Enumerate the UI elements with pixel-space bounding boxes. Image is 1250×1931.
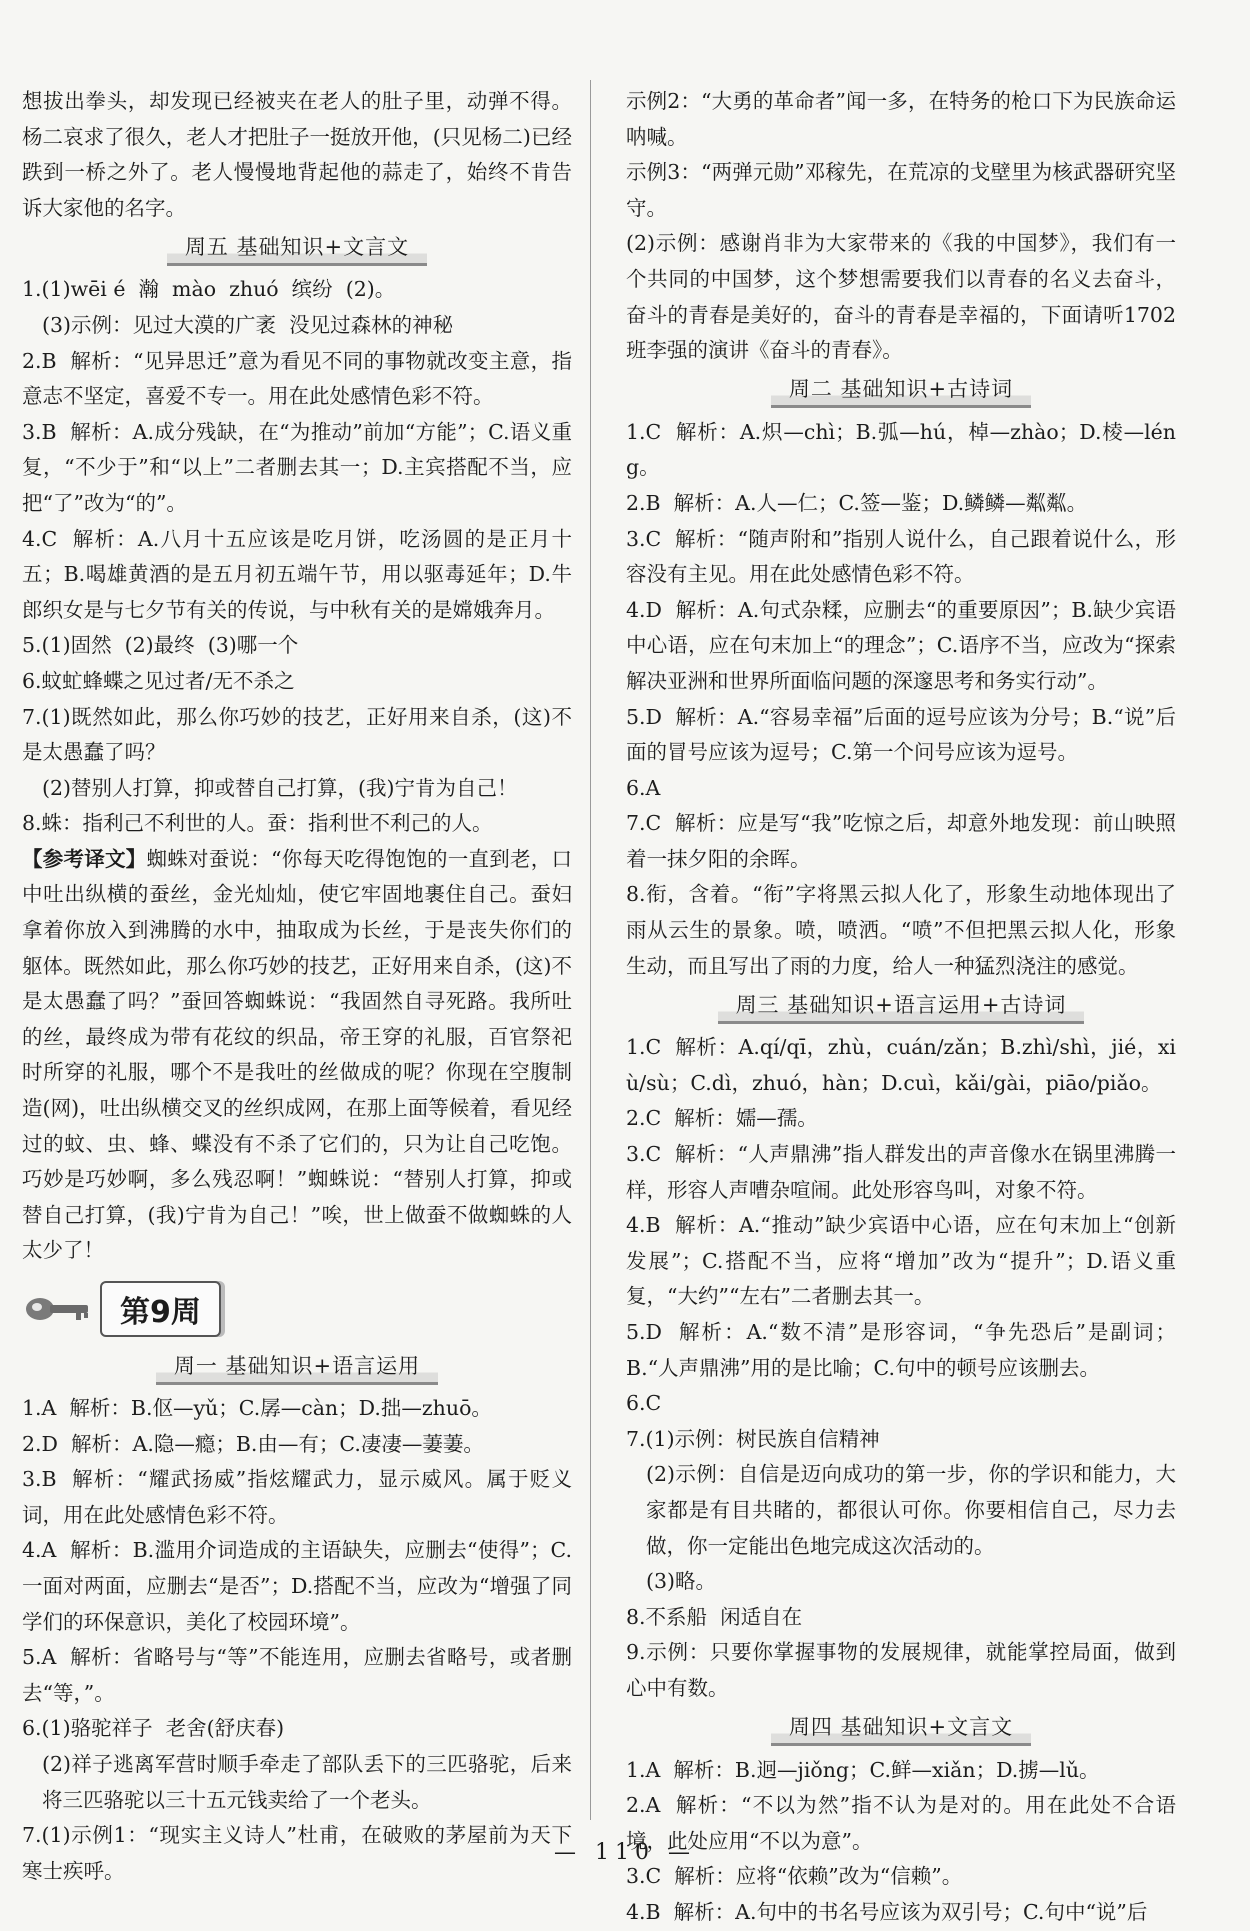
answer-line: 2.B 解析：“见异思迁”意为看见不同的事物就改变主意，指意志不坚定，喜爱不专一。用在此处感情色彩不符。 xyxy=(22,348,572,409)
section-heading xyxy=(22,1347,572,1387)
answer-line: 6.(1)骆驼祥子 老舍(舒庆春) xyxy=(22,1716,285,1741)
answer-line: (3)示例：见过大漠的广袤 没见过森林的神秘 xyxy=(42,312,454,337)
answer-line: 想拔出拳头，却发现已经被夹在老人的肚子里，动弹不得。杨二哀求了很久，老人才把肚子一挺放开他，(只见杨二)已经跌到一桥之外了。老人慢慢地背起他的蒜走了，始终不肯告诉大家他的名字。 xyxy=(22,89,572,220)
column-divider xyxy=(590,80,591,1820)
answer-line: 5.D 解析：A.“容易幸福”后面的逗号应该为分号；B.“说”后面的冒号应该为逗号；C.第一个问号应该为逗号。 xyxy=(626,704,1176,765)
answer-line: 6.A xyxy=(626,775,661,800)
section-heading xyxy=(626,1709,1176,1749)
answer-line: 4.C 解析：A.八月十五应该是吃月饼，吃汤圆的是正月十五；B.喝雄黄酒的是五月初五端午节，用以驱毒延年；D.牛郎织女是与七夕节有关的传说，与中秋有关的是嫦娥奔月。 xyxy=(22,526,572,622)
right-column xyxy=(626,84,1176,1931)
answer-line: 2.D 解析：A.隐—瘾；B.由—有；C.凄凄—萋萋。 xyxy=(22,1431,484,1456)
section-heading-text: 周一 基础知识+语言运用 xyxy=(156,1350,438,1385)
answer-line: 4.B 解析：A.句中的书名号应该为双引号；C.句中“说”后 xyxy=(626,1899,1148,1924)
answer-line: (2)示例：感谢肖非为大家带来的《我的中国梦》，我们有一个共同的中国梦，这个梦想需要我们以青春的名义去奋斗，奋斗的青春是美好的，奋斗的青春是幸福的，下面请听1702班李强的演讲《奋斗的青春》。 xyxy=(626,231,1176,363)
answer-line: 3.B 解析：“耀武扬威”指炫耀武力，显示威风。属于贬义词，用在此处感情色彩不符。 xyxy=(22,1467,572,1527)
answer-line: 1.C 解析：A.炽—chì；B.弧—hú，棹—zhào；D.棱—léng。 xyxy=(626,419,1176,480)
answer-line: 7.(1)示例1：“现实主义诗人”杜甫，在破败的茅屋前为天下寒士疾呼。 xyxy=(22,1823,572,1883)
week-banner xyxy=(22,1277,572,1341)
section-heading-text: 周三 基础知识+语言运用+古诗词 xyxy=(718,989,1085,1024)
answer-line: 4.D 解析：A.句式杂糅，应删去“的重要原因”；B.缺少宾语中心语，应在句末加上“的理念”；C.语序不当，应改为“探索解决亚洲和世界所面临问题的深邃思考和务实行动”。 xyxy=(626,597,1176,693)
section-heading-text: 周五 基础知识+文言文 xyxy=(167,231,427,266)
answer-line: 2.C 解析：嬬—孺。 xyxy=(626,1106,818,1131)
answer-line: 1.A 解析：B.迥—jiǒng；C.鲜—xiǎn；D.掳—lǔ。 xyxy=(626,1757,1100,1782)
section-heading-text: 周二 基础知识+古诗词 xyxy=(771,373,1031,408)
section-heading xyxy=(626,371,1176,411)
section-heading-text: 周四 基础知识+文言文 xyxy=(771,1711,1031,1746)
answer-line: 3.C 解析：“人声鼎沸”指人群发出的声音像水在锅里沸腾一样，形容人声嘈杂喧闹。此处形容鸟叫，对象不符。 xyxy=(626,1142,1176,1202)
answer-line: 示例3：“两弹元勋”邓稼先，在荒凉的戈壁里为核武器研究坚守。 xyxy=(626,160,1176,220)
answer-line: 2.A 解析：“不以为然”指不认为是对的。用在此处不合语境，此处应用“不以为意”。 xyxy=(626,1793,1176,1853)
answer-line: (2)替别人打算，抑或替自己打算，(我)宁肯为自己！ xyxy=(42,775,518,800)
answer-line: 1.(1)wēi é 瀚 mào zhuó 缤纷 (2)。 xyxy=(22,277,396,302)
page-number: — 110 — xyxy=(554,1840,696,1865)
answer-line: 2.B 解析：A.人—仁；C.签—鉴；D.鳞鳞—粼粼。 xyxy=(626,490,1088,515)
answer-line: 4.B 解析：A.“推动”缺少宾语中心语，应在句末加上“创新发展”；C.搭配不当，应将“增加”改为“提升”；D.语义重复，“大约”“左右”二者删去其一。 xyxy=(626,1213,1176,1309)
answer-line: (3)略。 xyxy=(646,1569,717,1594)
answer-line: 示例2：“大勇的革命者”闻一多，在特务的枪口下为民族命运呐喊。 xyxy=(626,89,1176,149)
reference-label: 【参考译文】 xyxy=(22,846,147,871)
answer-line: (2)示例：自信是迈向成功的第一步，你的学识和能力，大家都是有目共睹的，都很认可你。你要相信自己，尽力去做，你一定能出色地完成这次活动的。 xyxy=(646,1462,1176,1558)
answer-line: 3.C 解析：应将“依赖”改为“信赖”。 xyxy=(626,1864,963,1889)
answer-line: 1.A 解析：B.伛—yǔ；C.孱—càn；D.拙—zhuō。 xyxy=(22,1396,492,1420)
week-title: 第9周 xyxy=(100,1281,221,1337)
answer-line: 8.不系船 闲适自在 xyxy=(626,1604,803,1629)
answer-line: 7.(1)示例：树民族自信精神 xyxy=(626,1426,880,1451)
answer-line: 6.蚊虻蜂蝶之见过者/无不杀之 xyxy=(22,668,295,693)
answer-line: 5.(1)固然 (2)最终 (3)哪一个 xyxy=(22,633,299,658)
answer-line: 8.衔，含着。“衔”字将黑云拟人化了，形象生动地体现出了雨从云生的景象。喷，喷洒。“喷”不但把黑云拟人化，形象生动，而且写出了雨的力度，给人一种猛烈浇注的感觉。 xyxy=(626,882,1176,978)
answer-line: 5.D 解析：A.“数不清”是形容词，“争先恐后”是副词；B.“人声鼎沸”用的是比喻；C.句中的顿号应该删去。 xyxy=(626,1320,1176,1380)
answer-line: 4.A 解析：B.滥用介词造成的主语缺失，应删去“使得”；C.一面对两面，应删去“是否”；D.搭配不当，应改为“增强了同学们的环保意识，美化了校园环境”。 xyxy=(22,1538,572,1634)
answer-line: 3.C 解析：“随声附和”指别人说什么，自己跟着说什么，形容没有主见。用在此处感情色彩不符。 xyxy=(626,526,1176,587)
reference-translation xyxy=(22,842,572,1269)
section-heading xyxy=(626,986,1176,1026)
answer-line: (2)祥子逃离军营时顺手牵走了部队丢下的三匹骆驼，后来将三匹骆驼以三十五元钱卖给了一个老头。 xyxy=(42,1751,572,1812)
answer-line: 6.C xyxy=(626,1391,662,1416)
section-heading xyxy=(22,228,572,268)
answer-line: 5.A 解析：省略号与“等”不能连用，应删去省略号，或者删去“等，”。 xyxy=(22,1645,572,1705)
key-icon xyxy=(22,1291,94,1327)
reference-text: 蜘蛛对蚕说：“你每天吃得饱饱的一直到老，口中吐出纵横的蚕丝，金光灿灿，使它牢固地裹住自己。蚕妇拿着你放入到沸腾的水中，抽取成为长丝，于是丧失你们的躯体。既然如此，那么你巧妙的技艺，正好用来自杀，(这)不是太愚蠢了吗？”蚕回答蜘蛛说：“我固然自寻死路。我所吐的丝，最终成为带有花纹的织品，帝王穿的礼服，百官祭祀时所穿的礼服，哪个不是我吐的丝做成的呢？你现在空腹制造(网)，吐出纵横交叉的丝织成网，在那上面等候着，看见经过的蚊、虫、蜂、蝶没有不杀了它们的，只为让自己吃饱。巧妙是巧妙啊，多么残忍啊！”蜘蛛说：“替别人打算，抑或替自己打算，(我)宁肯为自己！”唉，世上做蚕不做蜘蛛的人太少了！ xyxy=(22,846,573,1263)
answer-line: 1.C 解析：A.qí/qī，zhù，cuán/zǎn；B.zhì/shì，jié，xiù/sù；C.dì，zhuó，hàn；D.cuì，kǎi/gài，piāo/piǎo。 xyxy=(626,1035,1176,1095)
answer-line: 3.B 解析：A.成分残缺，在“为推动”前加“方能”；C.语义重复，“不少于”和“以上”二者删去其一；D.主宾搭配不当，应把“了”改为“的”。 xyxy=(22,419,572,515)
answer-line: 9.示例：只要你掌握事物的发展规律，就能掌控局面，做到心中有数。 xyxy=(626,1640,1176,1700)
left-column xyxy=(22,84,572,1889)
answer-line: 7.(1)既然如此，那么你巧妙的技艺，正好用来自杀，(这)不是太愚蠢了吗？ xyxy=(22,704,572,765)
answer-line: 8.蛛：指利己不利世的人。蚕：指利世不利己的人。 xyxy=(22,811,493,836)
answer-line: 7.C 解析：应是写“我”吃惊之后，却意外地发现：前山映照着一抹夕阳的余晖。 xyxy=(626,811,1176,871)
